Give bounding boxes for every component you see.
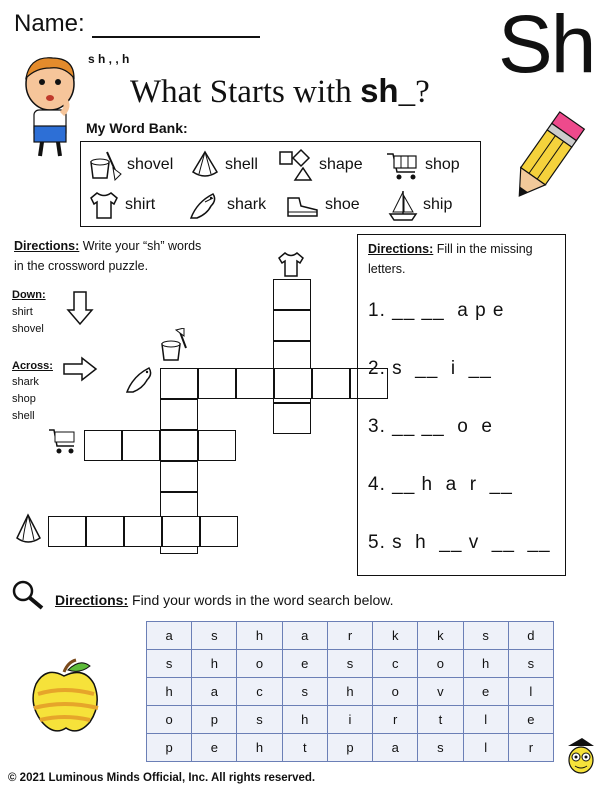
shirt-icon [87,190,121,220]
word-search-letter[interactable]: t [282,734,327,762]
crossword-cell[interactable] [274,368,312,399]
pencil-icon [504,106,588,206]
crossword-cell[interactable] [312,368,350,399]
word-search-letter[interactable]: a [373,734,418,762]
word-search-letter[interactable]: o [373,678,418,706]
word-search-letter[interactable]: h [463,650,508,678]
crossword-cell[interactable] [273,279,311,310]
crossword-cell[interactable] [273,310,311,341]
word-search-letter[interactable]: h [147,678,192,706]
word-bank-word: ship [423,196,453,213]
word-bank-word: shop [425,156,460,173]
shopping-cart-icon [48,426,78,456]
word-bank-word: shoe [325,196,360,213]
word-search-letter[interactable]: s [237,706,282,734]
word-search-letter[interactable]: l [508,678,553,706]
word-search-directions: Directions: Find your words in the word search below. [55,592,394,608]
word-search-letter[interactable]: v [418,678,463,706]
shovel-bucket-icon [85,148,123,182]
crossword-cell[interactable] [124,516,162,547]
word-bank-item [385,148,460,182]
crossword-directions: Directions: Write your “sh” words in the crossword puzzle. [14,239,202,273]
down-arrow-icon [66,290,94,328]
word-search-letter[interactable]: h [237,734,282,762]
mascot-icon [560,736,602,782]
word-search-letter[interactable]: a [147,622,192,650]
word-search-letter[interactable]: d [508,622,553,650]
fill-in-item-4[interactable]: 4. __ h a r __ [368,474,513,495]
word-bank-word: shell [225,156,258,173]
word-search-letter[interactable]: p [327,734,372,762]
word-bank-item [387,188,452,222]
word-search-letter[interactable]: e [508,706,553,734]
word-search-letter[interactable]: c [237,678,282,706]
fill-in-box [357,234,566,576]
word-search-letter[interactable]: l [463,706,508,734]
apple-icon [28,658,104,738]
crossword-cell[interactable] [198,430,236,461]
fill-in-item-2[interactable]: 2. s __ i __ [368,358,492,379]
shoe-icon [285,190,321,220]
shapes-icon [277,148,315,182]
shirt-icon [276,250,306,278]
word-search-letter[interactable]: e [282,650,327,678]
shell-icon [14,512,44,548]
word-search-letter[interactable]: i [327,706,372,734]
word-search-row [147,650,554,678]
word-search-letter[interactable]: e [192,734,237,762]
crossword-cell[interactable] [160,461,198,492]
across-label: Across: [12,360,53,372]
down-label: Down: [12,289,46,301]
magnifier-icon [10,578,46,612]
word-bank-item [187,188,266,222]
crossword-cell[interactable] [160,399,198,430]
word-search-letter[interactable]: t [418,706,463,734]
word-search-letter[interactable]: p [147,734,192,762]
shark-icon [187,188,223,222]
shopping-cart-icon [385,148,421,182]
crossword-cell[interactable] [198,368,236,399]
word-search-letter[interactable]: o [237,650,282,678]
fill-in-item-1[interactable]: 1. __ __ a p e [368,300,505,321]
fill-in-directions: Directions: Fill in the missing letters. [368,242,533,276]
word-bank-item [277,148,363,182]
word-bank-label: My Word Bank: [86,120,188,136]
word-search-letter[interactable]: p [192,706,237,734]
word-search-letter[interactable]: k [373,622,418,650]
word-search-letter[interactable]: r [373,706,418,734]
word-search-row [147,706,554,734]
word-search-row [147,622,554,650]
word-search-letter[interactable]: s [463,622,508,650]
word-search-letter[interactable]: e [463,678,508,706]
word-bank-item [85,148,173,182]
crossword-cell[interactable] [84,430,122,461]
word-search-letter[interactable]: s [327,650,372,678]
word-search-letter[interactable]: r [327,622,372,650]
copyright-footer: © 2021 Luminous Minds Official, Inc. All rights reserved. [8,772,316,784]
word-search-letter[interactable]: o [418,650,463,678]
word-bank-word: shark [227,196,267,213]
word-search-grid [146,621,554,762]
boy-illustration-icon [12,52,90,162]
word-search-letter[interactable]: h [237,622,282,650]
word-bank-word: shovel [127,156,174,173]
across-words: shark shop shell [12,376,39,422]
word-bank-item [285,190,360,220]
crossword-cell[interactable] [162,516,200,547]
word-search-letter[interactable]: k [418,622,463,650]
page-title: What Starts with sh_? [130,72,430,110]
big-letters: Sh [498,0,595,90]
word-bank-word: shape [319,156,363,173]
word-search-letter[interactable]: h [192,650,237,678]
word-search-letter[interactable]: a [282,622,327,650]
word-search-letter[interactable]: a [192,678,237,706]
word-search-letter[interactable]: s [282,678,327,706]
crossword-cell[interactable] [122,430,160,461]
crossword-cell[interactable] [160,430,198,461]
word-search-letter[interactable]: s [147,650,192,678]
word-bank-item [87,190,155,220]
crossword-cell[interactable] [86,516,124,547]
word-search-row [147,734,554,762]
shark-icon [124,362,158,396]
word-search-letter[interactable]: h [327,678,372,706]
word-bank-item [189,148,258,182]
word-search-row [147,678,554,706]
right-arrow-icon [62,356,98,382]
down-words: shirt shovel [12,306,44,335]
shell-icon [189,148,221,182]
shovel-bucket-icon [158,328,196,364]
word-search-letter[interactable]: s [418,734,463,762]
word-search-letter[interactable]: o [147,706,192,734]
word-search-letter[interactable]: h [282,706,327,734]
shhh-text: s h , , h [88,52,130,66]
fill-in-item-3[interactable]: 3. __ __ o e [368,416,493,437]
word-search-letter[interactable]: c [373,650,418,678]
word-search-letter[interactable]: s [508,650,553,678]
crossword-cell[interactable] [200,516,238,547]
crossword-cell[interactable] [48,516,86,547]
sailboat-icon [387,188,419,222]
word-bank-box [80,141,481,227]
word-search-letter[interactable]: r [508,734,553,762]
name-label: Name: [14,10,85,37]
crossword-cell[interactable] [273,403,311,434]
word-search-letter[interactable]: s [192,622,237,650]
word-bank-word: shirt [125,196,156,213]
crossword-cell[interactable] [236,368,274,399]
crossword-cell[interactable] [160,368,198,399]
word-search-letter[interactable]: l [463,734,508,762]
fill-in-item-5[interactable]: 5. s h __ v __ __ [368,532,551,553]
name-field-line[interactable] [92,36,260,38]
